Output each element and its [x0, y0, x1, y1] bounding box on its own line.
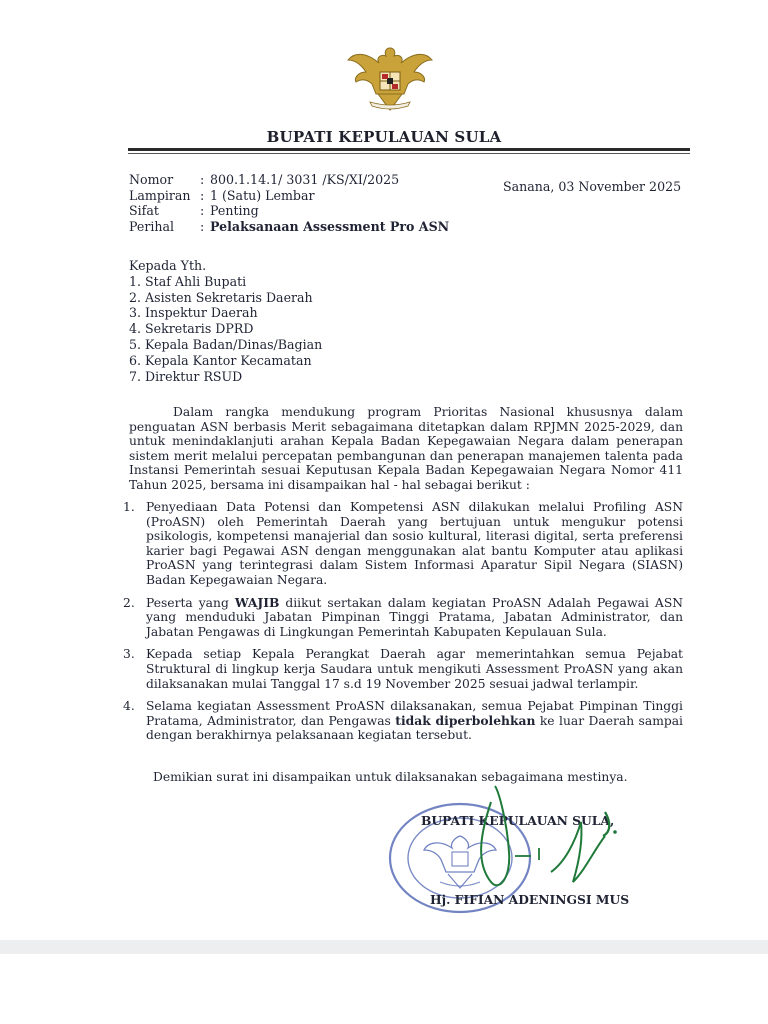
meta-value-subject: Pelaksanaan Assessment Pro ASN — [210, 218, 450, 234]
meta-separator: : — [200, 203, 205, 218]
point-number: 2. — [123, 595, 135, 610]
meta-value: 800.1.14.1/ 3031 /KS/XI/2025 — [210, 172, 400, 187]
point-text-post: diikut sertakan dalam kegiatan ProASN Adalah Pegawai ASN yang menduduki Jabatan Pimpinan Tinggi Pratama, Jabatan Administrator, dan Jabatan Pengawas di Lingkungan Pemerintah Kabupaten Kepulauan Sula. — [146, 595, 683, 639]
list-item: 3. Inspektur Daerah — [129, 305, 258, 321]
meta-separator: : — [200, 172, 205, 187]
signatory-name: Hj. FIFIAN ADENINGSI MUS — [430, 892, 630, 907]
point-text: Penyediaan Data Potensi dan Kompetensi ASN dilakukan melalui Profiling ASN (ProASN) oleh Pemerintah Daerah yang bertujuan untuk mengukur potensi psikologis, kompetensi manajerial dan sosio kultural, literasi digital, serta preferensi karier bagi Pegawai ASN dengan menggunakan alat bantu Komputer atau aplikasi ProASN yang terintegrasi dalam Sistem Informasi Aparatur Sipil Negara (SIASN) Badan Kepegawaian Negara. — [146, 500, 683, 587]
office-title: BUPATI KEPULAUAN SULA — [266, 128, 502, 146]
point-text-pre: Peserta yang — [146, 595, 235, 610]
recipients-heading: Kepada Yth. — [129, 258, 207, 273]
scan-edge — [0, 940, 768, 954]
point-text — [146, 596, 683, 640]
point-text-emphasis: tidak diperbolehkan — [395, 712, 536, 728]
recipients-block — [129, 258, 322, 384]
meta-label: Perihal — [129, 218, 175, 234]
meta-label: Lampiran — [129, 187, 191, 203]
meta-value: 1 (Satu) Lembar — [210, 187, 315, 203]
header-divider — [128, 148, 690, 151]
meta-row-perihal — [129, 219, 449, 235]
meta-label: Sifat — [129, 203, 159, 218]
meta-row-lampiran — [129, 188, 449, 204]
signatory-title: BUPATI KEPULAUAN SULA, — [421, 813, 615, 828]
meta-value: Penting — [210, 203, 259, 218]
point-text: Kepada setiap Kepala Perangkat Daerah agar memerintahkan semua Pejabat Struktural di lingkup kerja Saudara untuk mengikuti Assessment ProASN yang akan dilaksanakan mulai Tanggal 17 s.d 19 November 2025 sesuai jadwal terlampir. — [146, 647, 683, 691]
list-item: 1. Staf Ahli Bupati — [129, 273, 247, 289]
point-text-emphasis: WAJIB — [234, 594, 280, 610]
garuda-emblem-icon — [346, 38, 434, 116]
opening-paragraph: Dalam rangka mendukung program Prioritas Nasional khususnya dalam penguatan ASN berbasis Merit sebagaimana ditetapkan dalam RPJMN 2025-2029, dan untuk menindaklanjuti arahan Kepala Badan Kepegawaian Negara dalam penerapan sistem merit melalui percepatan pembangunan dan penerapan manajemen talenta pada Instansi Pemerintah sesuai Keputusan Kepala Badan Kepegawaian Negara Nomor 411 Tahun 2025, bersama ini disampaikan hal - hal sebagai berikut : — [129, 405, 683, 492]
point-number: 4. — [123, 699, 135, 714]
point-number: 3. — [123, 647, 135, 662]
list-item — [123, 500, 683, 588]
meta-label: Nomor — [129, 172, 174, 187]
recipients-list — [129, 274, 322, 385]
meta-row-nomor — [129, 172, 449, 188]
point-text-pre: Selama kegiatan Assessment ProASN dilaksanakan, semua Pejabat Pimpinan Tinggi Pratama, Administrator, dan Pengawas — [146, 699, 683, 728]
meta-row-sifat — [129, 203, 449, 219]
letter-date: Sanana, 03 November 2025 — [503, 179, 682, 194]
closing-sentence: Demikian surat ini disampaikan untuk dilaksanakan sebagaimana mestinya. — [153, 770, 628, 784]
list-item — [123, 596, 683, 640]
point-text — [146, 699, 683, 743]
list-item: 4. Sekretaris DPRD — [129, 321, 254, 337]
letter-metadata — [129, 172, 449, 234]
point-number: 1. — [123, 500, 135, 514]
header-divider-thin — [128, 153, 690, 154]
point-text-post: ke luar Daerah sampai dengan berakhirnya pelaksanaan kegiatan tersebut. — [146, 713, 683, 743]
list-item — [123, 647, 683, 691]
list-item — [123, 699, 683, 743]
list-item: 6. Kepala Kantor Kecamatan — [129, 352, 312, 368]
handwritten-signature-icon — [455, 782, 645, 902]
list-item: 5. Kepala Badan/Dinas/Bagian — [129, 336, 323, 352]
meta-separator: : — [200, 218, 205, 234]
meta-separator: : — [200, 187, 205, 203]
list-item: 2. Asisten Sekretaris Daerah — [129, 289, 313, 305]
points-list — [123, 500, 683, 751]
list-item: 7. Direktur RSUD — [129, 368, 243, 384]
